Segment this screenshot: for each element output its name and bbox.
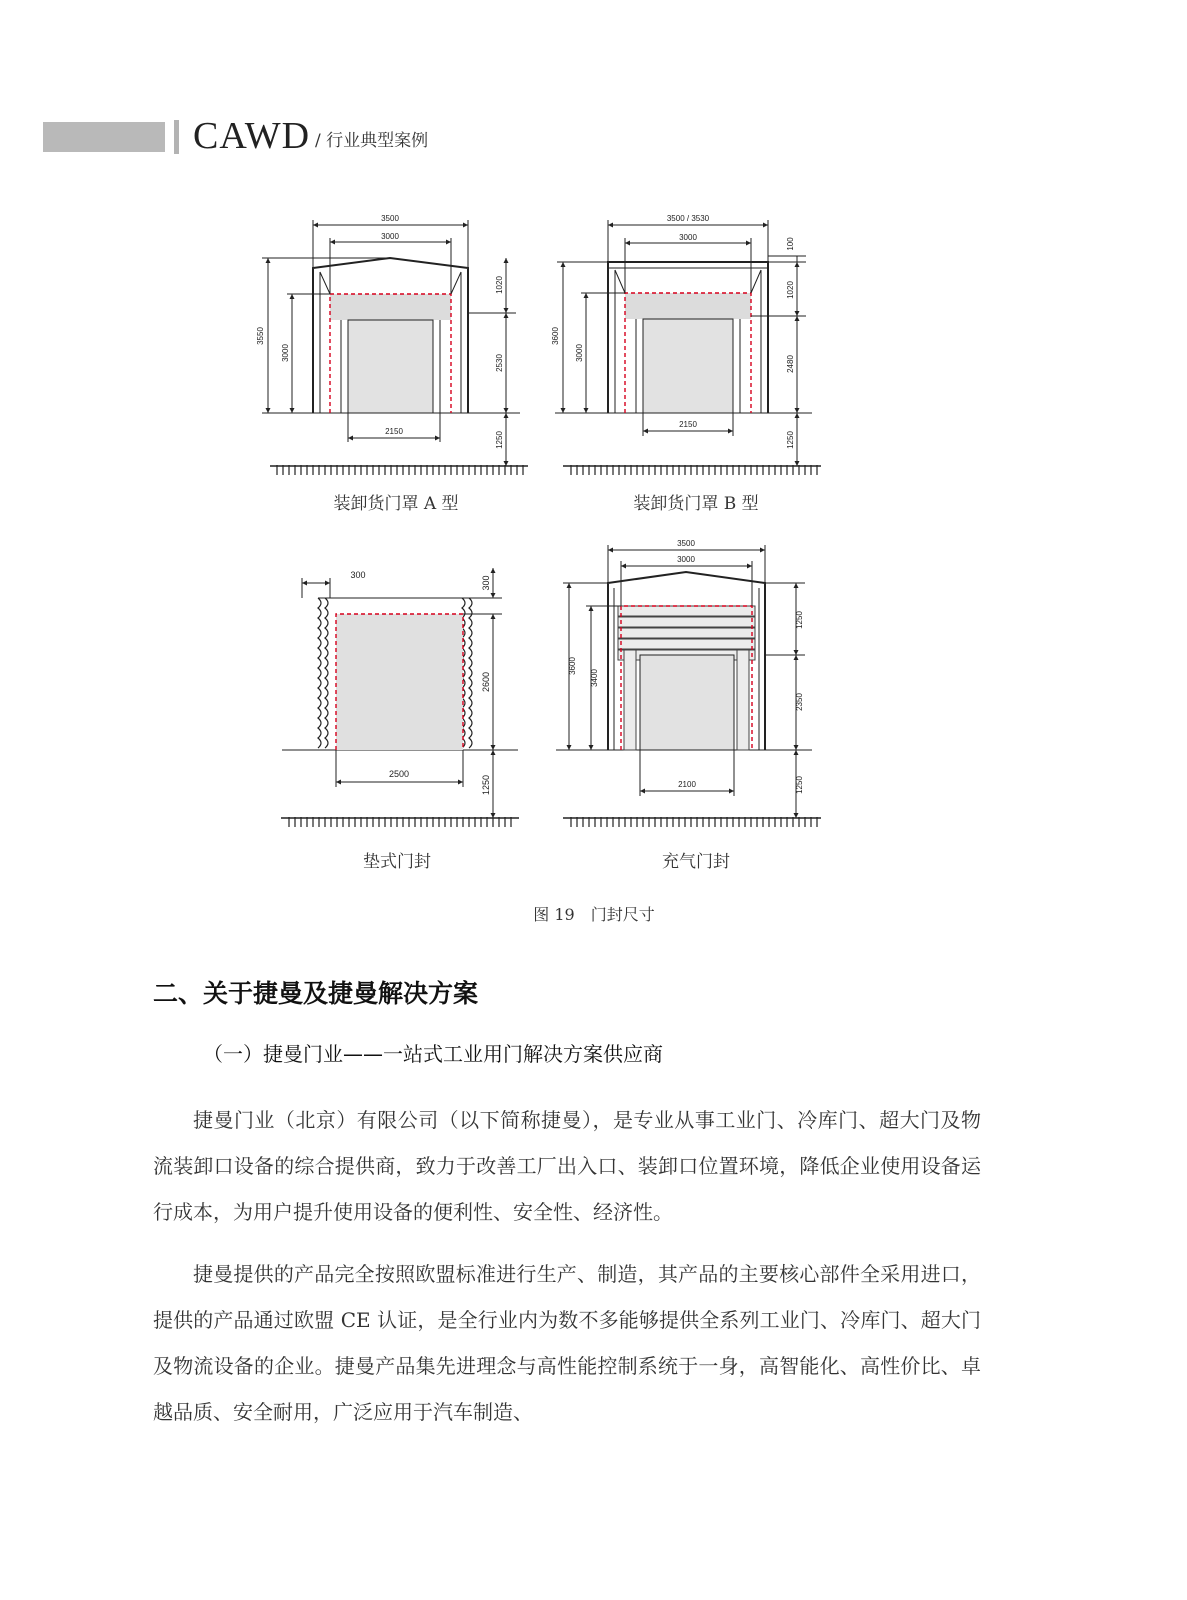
section-heading: 二、关于捷曼及捷曼解决方案 — [153, 979, 479, 1008]
dim-a-height-opening: 3000 — [281, 344, 290, 362]
diagram-b — [551, 214, 821, 475]
dim-c-top: 300 — [481, 575, 491, 591]
dim-d-width-inner: 3000 — [677, 555, 695, 564]
dim-c-dock: 1250 — [481, 774, 491, 796]
caption-diagram-c: 垫式门封 — [363, 852, 431, 872]
diagram-a — [256, 214, 528, 475]
dim-c-height: 2600 — [481, 671, 491, 693]
dim-b-height-opening: 3000 — [575, 344, 584, 362]
dim-b-top: 100 — [786, 237, 795, 251]
dim-b-side: 2480 — [786, 355, 795, 373]
dim-a-side: 2530 — [495, 354, 504, 372]
dim-a-door: 2150 — [385, 427, 403, 436]
header-subtitle: / 行业典型案例 — [315, 131, 429, 151]
paragraph-2: 捷曼提供的产品完全按照欧盟标准进行生产、制造，其产品的主要核心部件全采用进口，提供的产品通过欧盟 CE 认证，是全行业内为数不多能够提供全系列工业门、冷库门、超大门及物流设备的企业。捷曼产品集先进理念与高性能控制系统于一身，高智能化、高性价比、卓越品质、安全耐用，广泛应用于汽车制造、 — [153, 1262, 981, 1424]
dim-b-dock: 1250 — [786, 431, 795, 449]
caption-diagram-b: 装卸货门罩 B 型 — [633, 494, 759, 514]
dim-c-width: 2500 — [388, 769, 410, 779]
dim-b-width-outer: 3500 / 3530 — [666, 214, 710, 223]
dim-d-height-opening: 3400 — [590, 669, 599, 687]
dim-a-height-total: 3550 — [256, 327, 265, 345]
diagram-c — [281, 568, 519, 827]
dim-a-dock: 1250 — [495, 431, 504, 449]
dim-b-head: 1020 — [786, 281, 795, 299]
dim-d-height-total: 3600 — [568, 657, 577, 675]
figure-caption: 图 19 门封尺寸 — [533, 905, 655, 924]
dim-a-width-outer: 3500 — [381, 214, 399, 223]
dim-d-width-outer: 3500 — [677, 539, 695, 548]
dim-d-door: 2100 — [678, 780, 696, 789]
diagram-d — [556, 539, 821, 827]
dim-a-head: 1020 — [495, 276, 504, 294]
paragraph-1: 捷曼门业（北京）有限公司（以下简称捷曼），是专业从事工业门、冷库门、超大门及物流装卸口设备的综合提供商，致力于改善工厂出入口、装卸口位置环境，降低企业使用设备运行成本，为用户提升使用设备的便利性、安全性、经济性。 — [153, 1108, 981, 1224]
dim-d-dock: 1250 — [795, 776, 804, 794]
dim-b-door: 2150 — [679, 420, 697, 429]
dim-b-height-total: 3600 — [551, 327, 560, 345]
dim-b-width-inner: 3000 — [679, 233, 697, 242]
header-brand: CAWD — [193, 115, 311, 157]
dim-d-head: 1250 — [795, 611, 804, 629]
caption-diagram-a: 装卸货门罩 A 型 — [333, 494, 459, 514]
dim-a-width-inner: 3000 — [381, 232, 399, 241]
dim-c-pad-depth: 300 — [350, 570, 366, 580]
dim-d-side: 2350 — [795, 693, 804, 711]
caption-diagram-d: 充气门封 — [662, 852, 730, 872]
section-subheading: （一）捷曼门业——一站式工业用门解决方案供应商 — [203, 1042, 663, 1066]
